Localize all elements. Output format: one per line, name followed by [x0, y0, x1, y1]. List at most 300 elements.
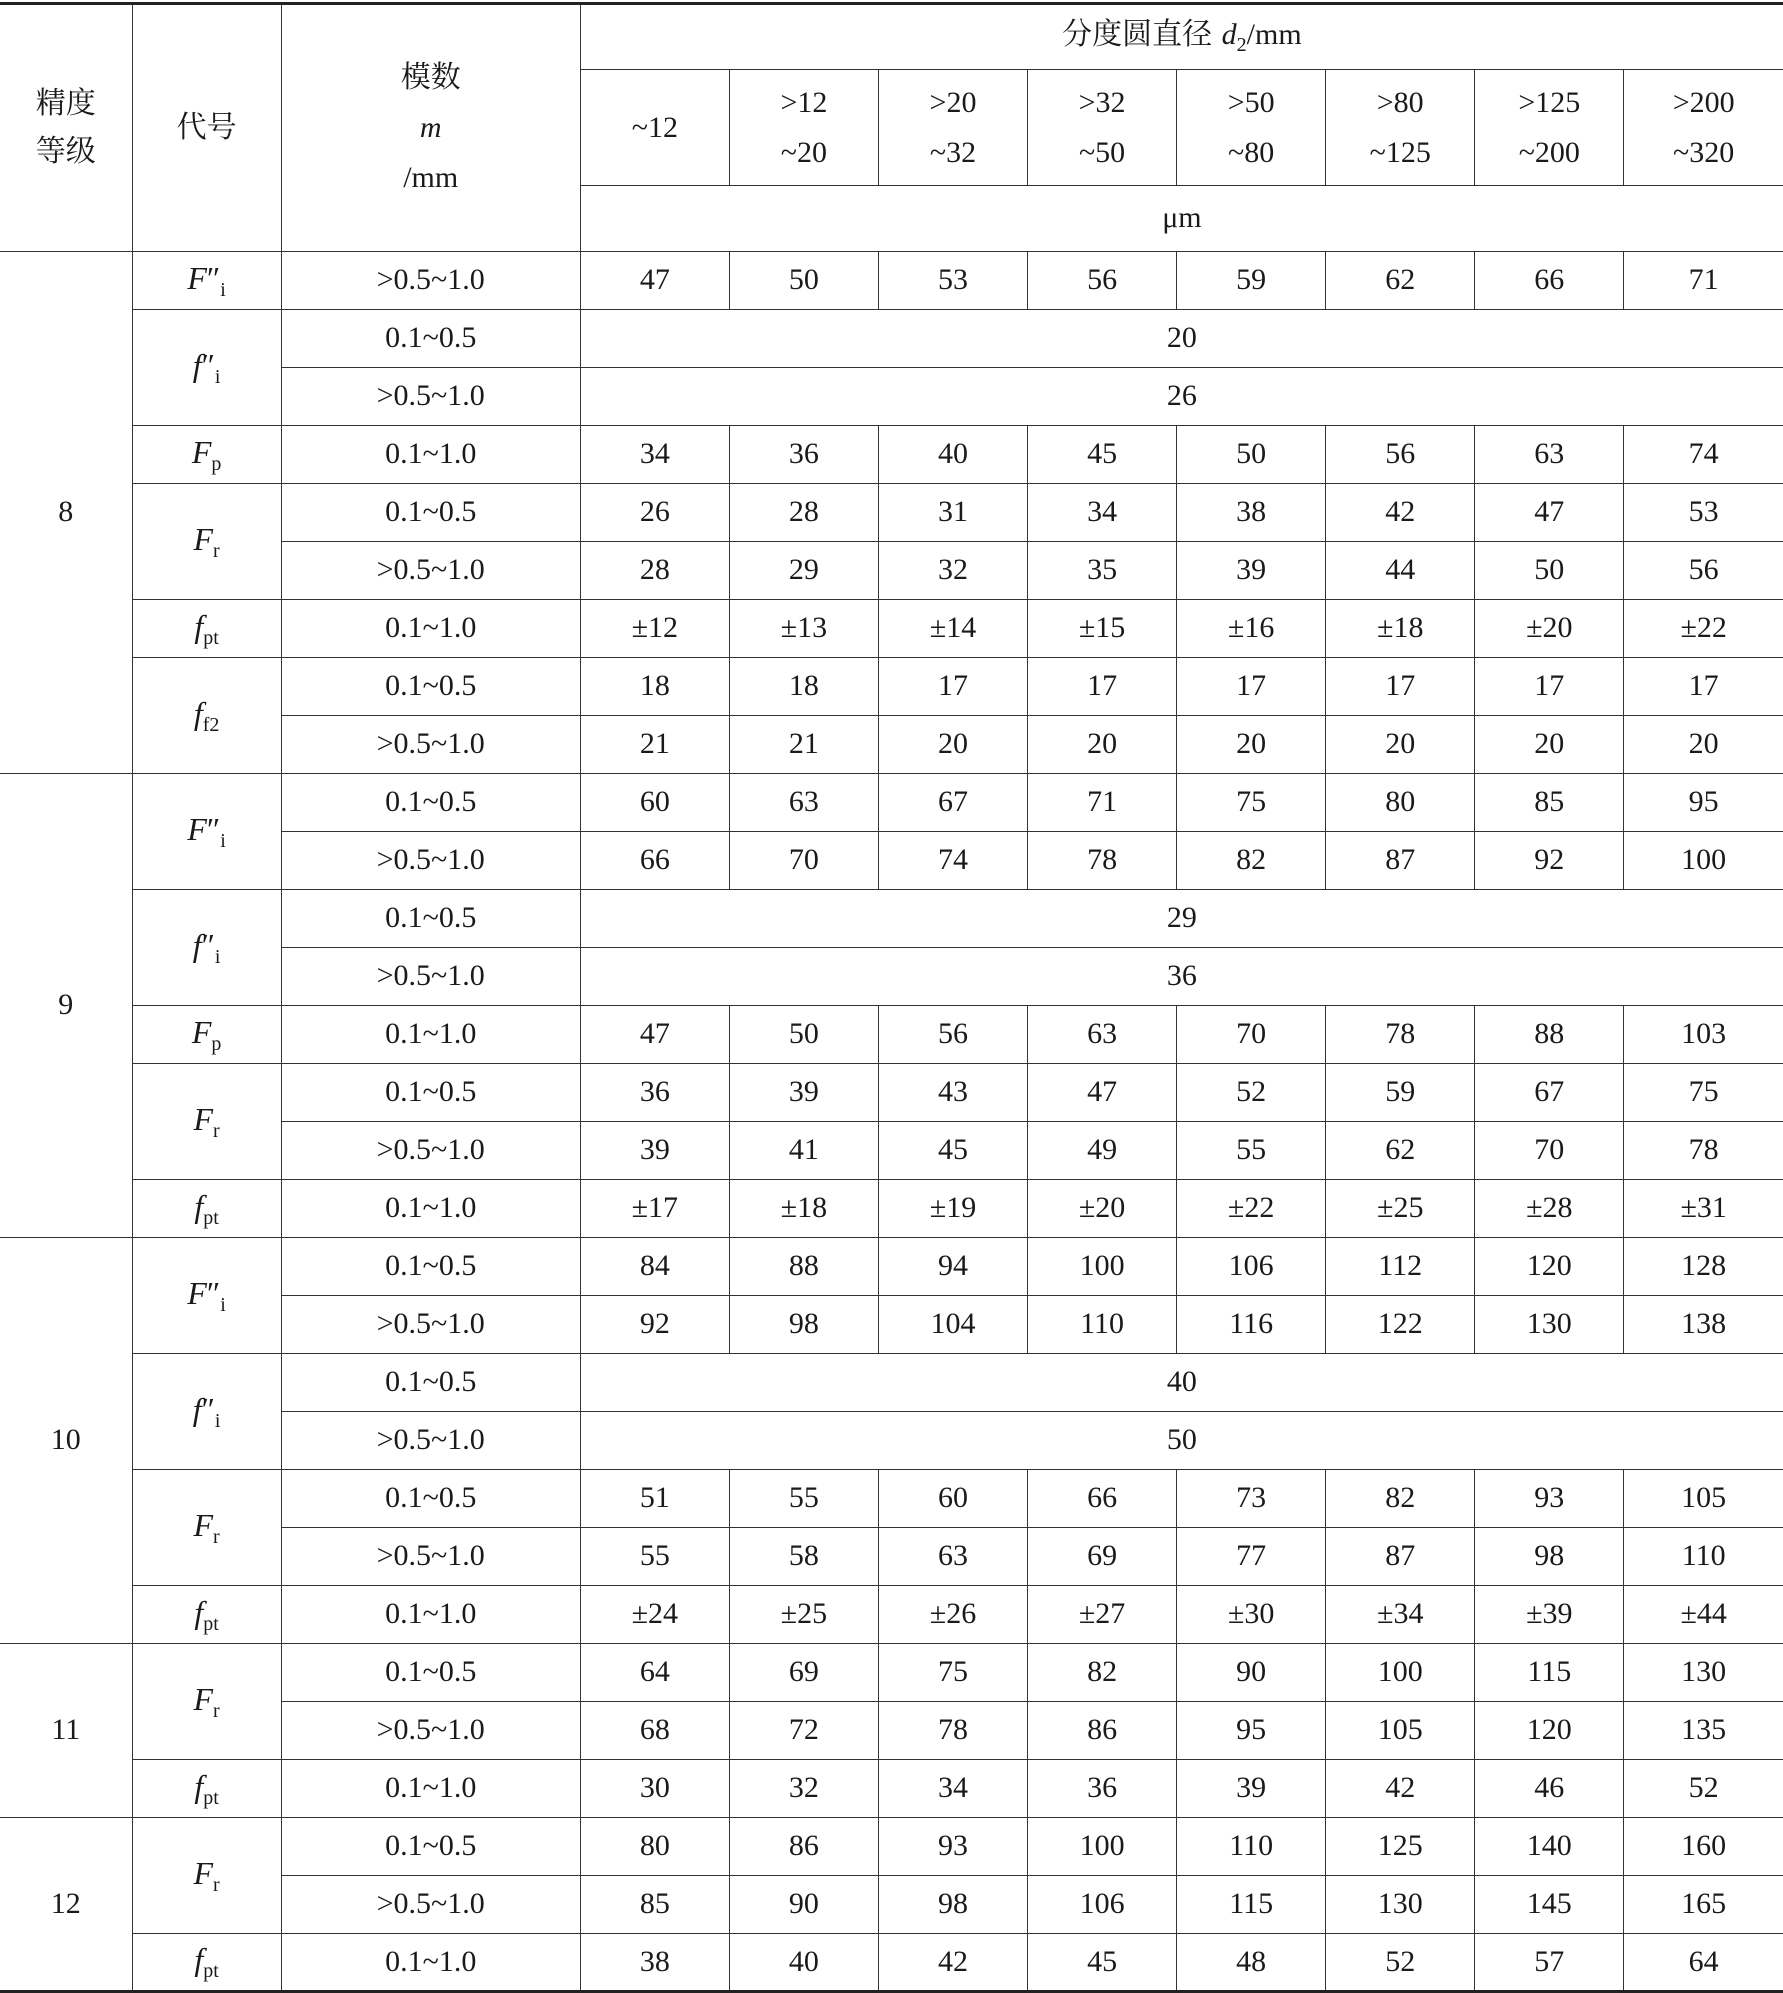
module-cell: 0.1~1.0	[281, 600, 580, 658]
value-cell: 116	[1177, 1296, 1326, 1354]
code-subscript: pt	[203, 1206, 219, 1229]
value-cell: 47	[580, 252, 729, 310]
module-cell: >0.5~1.0	[281, 948, 580, 1006]
value-cell: 50	[729, 252, 878, 310]
value-cell: 78	[878, 1702, 1027, 1760]
value-cell: 90	[729, 1876, 878, 1934]
value-cell: 21	[729, 716, 878, 774]
value-cell: 50	[1475, 542, 1624, 600]
table-row	[0, 310, 1783, 368]
value-cell: 50	[1177, 426, 1326, 484]
value-cell: 68	[580, 1702, 729, 1760]
range-lower: >80	[1376, 85, 1424, 119]
module-symbol: m	[419, 111, 442, 144]
value-cell: 20	[1028, 716, 1177, 774]
table-row	[0, 1180, 1783, 1238]
value-cell: 51	[580, 1470, 729, 1528]
table-row	[0, 600, 1783, 658]
value-cell: 45	[1028, 426, 1177, 484]
code-cell	[132, 252, 281, 310]
range-lower: ~12	[631, 110, 678, 144]
value-cell: 30	[580, 1760, 729, 1818]
value-cell: 34	[580, 426, 729, 484]
value-cell: ±24	[580, 1586, 729, 1644]
value-cell: 125	[1326, 1818, 1475, 1876]
header-row-1	[0, 4, 1783, 70]
code-mark: ″	[206, 259, 221, 296]
value-cell: 56	[1028, 252, 1177, 310]
range-header	[580, 70, 729, 186]
value-cell: 69	[1028, 1528, 1177, 1586]
value-cell: 63	[729, 774, 878, 832]
code-symbol: F	[191, 433, 212, 470]
value-cell: 88	[729, 1238, 878, 1296]
value-cell: 64	[1624, 1934, 1783, 1992]
code-subscript: i	[214, 1409, 221, 1432]
code-cell	[132, 600, 281, 658]
code-subscript: i	[220, 278, 226, 301]
value-cell: 45	[878, 1122, 1027, 1180]
code-symbol: F	[187, 259, 207, 296]
value-cell: 74	[878, 832, 1027, 890]
module-cell: >0.5~1.0	[281, 1122, 580, 1180]
range-header	[878, 70, 1027, 186]
grade-cell: 8	[0, 252, 132, 774]
value-cell: 87	[1326, 1528, 1475, 1586]
value-cell: 17	[1028, 658, 1177, 716]
value-cell: 55	[580, 1528, 729, 1586]
value-cell: 106	[1028, 1876, 1177, 1934]
value-cell: 70	[1177, 1006, 1326, 1064]
value-cell: ±34	[1326, 1586, 1475, 1644]
value-cell: 20	[1475, 716, 1624, 774]
value-cell: 42	[1326, 484, 1475, 542]
code-symbol: f	[192, 346, 202, 383]
value-cell: 52	[1326, 1934, 1475, 1992]
value-cell-merged: 20	[580, 310, 1783, 368]
value-cell: 112	[1326, 1238, 1475, 1296]
value-cell: 130	[1475, 1296, 1624, 1354]
value-cell: 20	[1326, 716, 1475, 774]
value-cell: 46	[1475, 1760, 1624, 1818]
value-cell: 26	[580, 484, 729, 542]
code-cell	[132, 426, 281, 484]
range-header	[1624, 70, 1783, 186]
module-cell: >0.5~1.0	[281, 252, 580, 310]
value-cell: 35	[1028, 542, 1177, 600]
range-upper: ~80	[1228, 135, 1275, 169]
value-cell: 39	[1177, 542, 1326, 600]
table-row	[0, 658, 1783, 716]
value-cell: 31	[878, 484, 1027, 542]
code-symbol: F	[193, 1506, 214, 1543]
module-cell: 0.1~0.5	[281, 1064, 580, 1122]
table-row	[0, 484, 1783, 542]
module-cell: 0.1~0.5	[281, 1238, 580, 1296]
value-cell: 49	[1028, 1122, 1177, 1180]
value-cell: 20	[1624, 716, 1783, 774]
value-cell: 32	[878, 542, 1027, 600]
value-cell: 57	[1475, 1934, 1624, 1992]
value-cell-merged: 50	[580, 1412, 1783, 1470]
value-cell: 53	[878, 252, 1027, 310]
value-cell: 130	[1326, 1876, 1475, 1934]
value-cell: 100	[1624, 832, 1783, 890]
value-cell: 140	[1475, 1818, 1624, 1876]
value-cell: 110	[1624, 1528, 1783, 1586]
range-lower: >200	[1672, 85, 1735, 119]
value-cell: 42	[1326, 1760, 1475, 1818]
table-row	[0, 1818, 1783, 1876]
value-cell: ±26	[878, 1586, 1027, 1644]
value-cell: 105	[1326, 1702, 1475, 1760]
diameter-unit: /mm	[1246, 17, 1302, 51]
value-cell: 98	[729, 1296, 878, 1354]
value-cell: 70	[1475, 1122, 1624, 1180]
code-symbol: F	[193, 1680, 214, 1717]
module-cell: >0.5~1.0	[281, 716, 580, 774]
value-cell: 53	[1624, 484, 1783, 542]
value-cell: 75	[1624, 1064, 1783, 1122]
value-cell: 36	[729, 426, 878, 484]
module-cell: 0.1~0.5	[281, 310, 580, 368]
value-cell: 47	[580, 1006, 729, 1064]
module-cell: 0.1~0.5	[281, 1818, 580, 1876]
code-cell	[132, 1818, 281, 1934]
code-mark: ″	[201, 926, 215, 963]
value-cell: 120	[1475, 1702, 1624, 1760]
value-cell: 58	[729, 1528, 878, 1586]
code-header: 代号	[132, 4, 281, 252]
value-cell: 40	[729, 1934, 878, 1992]
value-cell: 62	[1326, 1122, 1475, 1180]
value-cell: 90	[1177, 1644, 1326, 1702]
value-cell: 17	[1177, 658, 1326, 716]
value-cell: 60	[878, 1470, 1027, 1528]
code-subscript: p	[211, 1032, 222, 1055]
value-cell: 40	[878, 426, 1027, 484]
value-cell: 160	[1624, 1818, 1783, 1876]
value-cell: ±15	[1028, 600, 1177, 658]
value-cell: 21	[580, 716, 729, 774]
value-cell: 60	[580, 774, 729, 832]
value-cell: ±28	[1475, 1180, 1624, 1238]
module-cell: 0.1~1.0	[281, 1934, 580, 1992]
value-cell: 106	[1177, 1238, 1326, 1296]
value-cell: 95	[1624, 774, 1783, 832]
module-cell: >0.5~1.0	[281, 542, 580, 600]
module-cell: 0.1~0.5	[281, 774, 580, 832]
code-subscript: i	[220, 1293, 226, 1316]
value-cell: 115	[1177, 1876, 1326, 1934]
range-header	[1028, 70, 1177, 186]
value-cell: 78	[1326, 1006, 1475, 1064]
table-row	[0, 1006, 1783, 1064]
code-symbol: f	[192, 1390, 202, 1427]
grade-cell: 9	[0, 774, 132, 1238]
value-cell: ±13	[729, 600, 878, 658]
value-cell: 120	[1475, 1238, 1624, 1296]
value-cell: 87	[1326, 832, 1475, 890]
value-cell: 85	[580, 1876, 729, 1934]
value-cell: 39	[1177, 1760, 1326, 1818]
value-cell: ±18	[729, 1180, 878, 1238]
grade-header: 精度 等级	[0, 4, 132, 252]
value-cell: 56	[1326, 426, 1475, 484]
code-cell	[132, 1470, 281, 1586]
code-cell	[132, 484, 281, 600]
code-cell	[132, 1238, 281, 1354]
code-cell	[132, 1180, 281, 1238]
value-cell: 66	[1028, 1470, 1177, 1528]
value-cell: 36	[1028, 1760, 1177, 1818]
code-subscript: i	[214, 945, 221, 968]
module-cell: 0.1~1.0	[281, 1180, 580, 1238]
value-cell: 63	[1028, 1006, 1177, 1064]
table-row	[0, 1586, 1783, 1644]
value-cell: 77	[1177, 1528, 1326, 1586]
code-symbol: f	[193, 694, 203, 731]
module-header	[281, 4, 580, 252]
value-cell: 71	[1028, 774, 1177, 832]
value-cell: 36	[580, 1064, 729, 1122]
grade-cell: 11	[0, 1644, 132, 1818]
value-cell: 56	[1624, 542, 1783, 600]
value-cell: 17	[1475, 658, 1624, 716]
code-symbol: F	[187, 1274, 207, 1311]
code-cell	[132, 1586, 281, 1644]
code-subscript: pt	[203, 1786, 219, 1809]
code-symbol: F	[191, 1013, 212, 1050]
range-header	[1475, 70, 1624, 186]
code-subscript: r	[213, 1699, 220, 1722]
diameter-header	[580, 4, 1783, 70]
value-cell: 94	[878, 1238, 1027, 1296]
value-cell: 18	[580, 658, 729, 716]
value-cell: ±31	[1624, 1180, 1783, 1238]
value-cell: 115	[1475, 1644, 1624, 1702]
module-cell: 0.1~1.0	[281, 1760, 580, 1818]
module-cell: >0.5~1.0	[281, 1876, 580, 1934]
code-subscript: r	[213, 1873, 220, 1896]
table-row	[0, 1238, 1783, 1296]
value-cell: 71	[1624, 252, 1783, 310]
value-cell: 138	[1624, 1296, 1783, 1354]
value-cell: 130	[1624, 1644, 1783, 1702]
value-cell: 78	[1624, 1122, 1783, 1180]
code-subscript: i	[214, 365, 221, 388]
value-cell: 80	[1326, 774, 1475, 832]
value-cell: 75	[1177, 774, 1326, 832]
value-cell: ±19	[878, 1180, 1027, 1238]
code-mark: ″	[206, 810, 221, 847]
code-cell	[132, 310, 281, 426]
module-cell: >0.5~1.0	[281, 1296, 580, 1354]
table-row	[0, 1760, 1783, 1818]
code-symbol: F	[193, 1100, 214, 1137]
range-upper: ~20	[780, 135, 828, 169]
range-lower: >125	[1518, 85, 1581, 119]
value-cell: 64	[580, 1644, 729, 1702]
value-cell: ±17	[580, 1180, 729, 1238]
module-cell: 0.1~0.5	[281, 484, 580, 542]
table-row	[0, 1354, 1783, 1412]
value-cell: 98	[1475, 1528, 1624, 1586]
code-subscript: pt	[203, 626, 219, 649]
module-cell: 0.1~1.0	[281, 1006, 580, 1064]
value-cell: ±25	[729, 1586, 878, 1644]
module-cell: 0.1~1.0	[281, 426, 580, 484]
value-cell: 52	[1177, 1064, 1326, 1122]
value-cell: ±16	[1177, 600, 1326, 658]
value-cell: 105	[1624, 1470, 1783, 1528]
value-cell: ±22	[1624, 600, 1783, 658]
value-cell: 62	[1326, 252, 1475, 310]
table-row	[0, 890, 1783, 948]
value-cell: 67	[1475, 1064, 1624, 1122]
code-mark: ″	[201, 346, 215, 383]
value-cell: 80	[580, 1818, 729, 1876]
value-cell: 39	[580, 1122, 729, 1180]
value-cell: 69	[729, 1644, 878, 1702]
code-cell	[132, 658, 281, 774]
code-symbol: f	[194, 1941, 204, 1977]
value-cell: 20	[878, 716, 1027, 774]
value-cell: 47	[1028, 1064, 1177, 1122]
value-cell: 38	[580, 1934, 729, 1992]
value-cell: 55	[1177, 1122, 1326, 1180]
value-cell: 44	[1326, 542, 1475, 600]
value-cell: 145	[1475, 1876, 1624, 1934]
value-cell-merged: 29	[580, 890, 1783, 948]
value-cell: 42	[878, 1934, 1027, 1992]
range-upper: ~32	[929, 135, 977, 169]
code-symbol: F	[193, 1854, 214, 1891]
range-header	[1326, 70, 1475, 186]
value-cell: 63	[1475, 426, 1624, 484]
value-cell: 100	[1028, 1818, 1177, 1876]
code-cell	[132, 1934, 281, 1992]
module-cell: 0.1~0.5	[281, 1644, 580, 1702]
table-row	[0, 1934, 1783, 1992]
value-cell: 63	[878, 1528, 1027, 1586]
value-cell: 82	[1028, 1644, 1177, 1702]
value-cell: 18	[729, 658, 878, 716]
value-cell: 34	[878, 1760, 1027, 1818]
value-cell: 20	[1177, 716, 1326, 774]
value-cell: 39	[729, 1064, 878, 1122]
range-lower: >32	[1078, 85, 1126, 119]
value-cell: 100	[1326, 1644, 1475, 1702]
code-cell	[132, 1006, 281, 1064]
code-symbol: f	[194, 1767, 204, 1804]
module-cell: 0.1~0.5	[281, 1354, 580, 1412]
code-mark: ″	[201, 1390, 215, 1427]
value-cell: 93	[878, 1818, 1027, 1876]
value-cell: 34	[1028, 484, 1177, 542]
module-cell: >0.5~1.0	[281, 368, 580, 426]
diameter-label: 分度圆直径	[1062, 16, 1222, 52]
value-cell: ±22	[1177, 1180, 1326, 1238]
code-cell	[132, 890, 281, 1006]
module-cell: 0.1~0.5	[281, 1470, 580, 1528]
value-cell: 92	[1475, 832, 1624, 890]
value-cell: 28	[729, 484, 878, 542]
table-row	[0, 426, 1783, 484]
code-symbol: f	[194, 607, 204, 644]
value-cell: 55	[729, 1470, 878, 1528]
value-cell: ±30	[1177, 1586, 1326, 1644]
code-cell	[132, 1354, 281, 1470]
value-cell: 28	[580, 542, 729, 600]
code-cell	[132, 774, 281, 890]
value-cell: 74	[1624, 426, 1783, 484]
value-cell: 86	[729, 1818, 878, 1876]
value-cell: 50	[729, 1006, 878, 1064]
table-body	[0, 252, 1783, 1992]
value-cell: 17	[1326, 658, 1475, 716]
value-cell: ±18	[1326, 600, 1475, 658]
module-unit: /mm	[403, 161, 459, 194]
code-symbol: f	[192, 926, 202, 963]
value-cell: 86	[1028, 1702, 1177, 1760]
code-symbol: F	[187, 810, 207, 847]
value-cell: 165	[1624, 1876, 1783, 1934]
value-cell: 98	[878, 1876, 1027, 1934]
value-cell: ±20	[1028, 1180, 1177, 1238]
module-cell: 0.1~0.5	[281, 658, 580, 716]
value-cell: 73	[1177, 1470, 1326, 1528]
module-cell: 0.1~1.0	[281, 1586, 580, 1644]
value-cell: 17	[878, 658, 1027, 716]
value-cell: 38	[1177, 484, 1326, 542]
value-cell-merged: 40	[580, 1354, 1783, 1412]
code-symbol: f	[194, 1593, 204, 1630]
range-upper: ~50	[1078, 135, 1126, 169]
value-cell: 104	[878, 1296, 1027, 1354]
code-symbol: f	[194, 1187, 204, 1224]
value-cell: ±39	[1475, 1586, 1624, 1644]
value-cell: 95	[1177, 1702, 1326, 1760]
range-lower: >12	[780, 85, 828, 119]
value-cell: 29	[729, 542, 878, 600]
module-cell: 0.1~0.5	[281, 890, 580, 948]
code-cell	[132, 1064, 281, 1180]
value-cell: 59	[1177, 252, 1326, 310]
value-cell: ±27	[1028, 1586, 1177, 1644]
value-cell: ±20	[1475, 600, 1624, 658]
code-symbol: F	[193, 520, 214, 557]
code-mark: ″	[206, 1274, 221, 1311]
table-row	[0, 774, 1783, 832]
value-cell: 47	[1475, 484, 1624, 542]
grade-cell: 10	[0, 1238, 132, 1644]
table-row	[0, 1470, 1783, 1528]
value-cell: 82	[1177, 832, 1326, 890]
code-subscript: r	[213, 1525, 220, 1548]
grade-cell: 12	[0, 1818, 132, 1992]
value-cell: 72	[729, 1702, 878, 1760]
value-cell: ±44	[1624, 1586, 1783, 1644]
value-cell: 84	[580, 1238, 729, 1296]
value-cell: 78	[1028, 832, 1177, 890]
code-subscript: r	[213, 539, 220, 562]
value-cell: 41	[729, 1122, 878, 1180]
value-cell: 135	[1624, 1702, 1783, 1760]
module-cell: >0.5~1.0	[281, 1702, 580, 1760]
value-cell: 43	[878, 1064, 1027, 1122]
module-cell: >0.5~1.0	[281, 832, 580, 890]
